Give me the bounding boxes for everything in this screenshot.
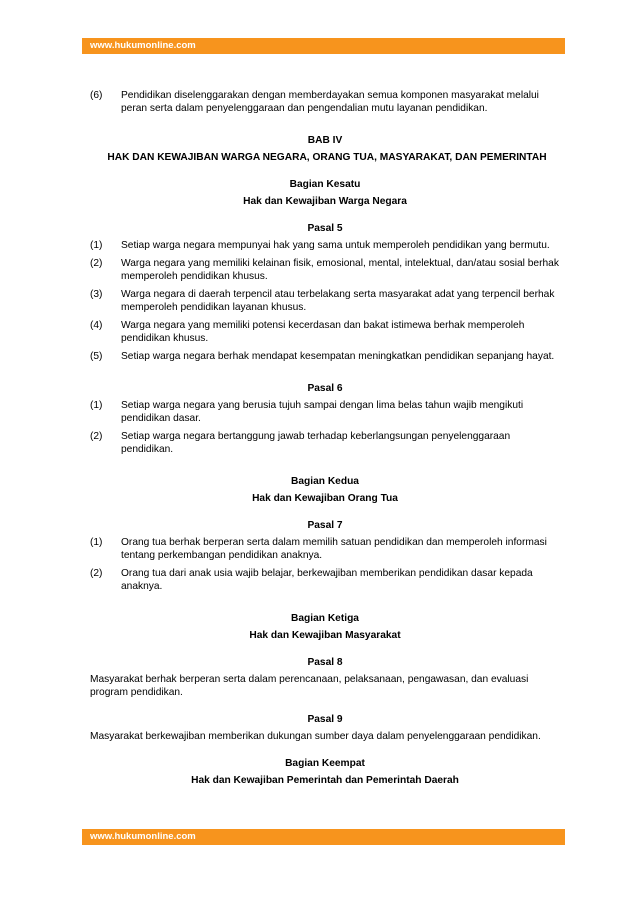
item-number: (2) (90, 568, 103, 579)
article-heading: Pasal 7 (307, 520, 343, 531)
chapter-label: BAB IV (307, 135, 343, 146)
list-item (90, 536, 560, 562)
footer-site-link[interactable]: www.hukumonline.com (90, 831, 196, 842)
article-heading: Pasal 8 (307, 657, 343, 668)
section-title: Hak dan Kewajiban Warga Negara (243, 196, 407, 207)
list-item (90, 567, 560, 593)
item-text: Setiap warga negara mempunyai hak yang sama untuk memperoleh pendidikan yang bermutu. (121, 240, 550, 251)
item-number: (1) (90, 537, 103, 548)
list-item (90, 399, 560, 425)
list-item (90, 89, 560, 115)
item-number: (2) (90, 431, 103, 442)
item-text: Warga negara yang memiliki kelainan fisik, emosional, mental, intelektual, dan/atau sosial berhak memperoleh pendidikan khusus. (121, 258, 559, 282)
item-text: Orang tua dari anak usia wajib belajar, berkewajiban memberikan pendidikan dasar kepada anaknya. (121, 568, 533, 592)
list-item (90, 430, 560, 456)
list-item (90, 288, 560, 314)
list-item (90, 350, 560, 363)
item-text: Warga negara yang memiliki potensi kecerdasan dan bakat istimewa berhak memperoleh pendidikan khusus. (121, 320, 525, 344)
item-text: Pendidikan diselenggarakan dengan memberdayakan semua komponen masyarakat melalui peran serta dalam penyelenggaraan dan pengendalian mutu layanan pendidikan. (121, 90, 539, 114)
item-number: (5) (90, 351, 103, 362)
item-text: Setiap warga negara berhak mendapat kesempatan meningkatkan pendidikan sepanjang hayat. (121, 351, 555, 362)
header-bar (82, 38, 565, 54)
list-item (90, 239, 560, 252)
list-item (90, 319, 560, 345)
article-heading: Pasal 9 (307, 714, 343, 725)
chapter-title: HAK DAN KEWAJIBAN WARGA NEGARA, ORANG TUA, MASYARAKAT, DAN PEMERINTAH (107, 152, 547, 163)
footer-bar (82, 829, 565, 845)
section-label: Bagian Ketiga (291, 613, 359, 624)
article-text: Masyarakat berkewajiban memberikan dukungan sumber daya dalam penyelenggaraan pendidikan. (90, 731, 541, 742)
item-text: Warga negara di daerah terpencil atau terbelakang serta masyarakat adat yang terpencil berhak memperoleh pendidikan layanan khusus. (121, 289, 555, 313)
item-number: (3) (90, 289, 103, 300)
item-text: Setiap warga negara bertanggung jawab terhadap keberlangsungan penyelenggaraan pendidikan. (121, 431, 511, 455)
section-title: Hak dan Kewajiban Orang Tua (252, 493, 398, 504)
item-text: Setiap warga negara yang berusia tujuh sampai dengan lima belas tahun wajib mengikuti pendidikan dasar. (121, 400, 524, 424)
item-number: (2) (90, 258, 103, 269)
section-label: Bagian Kedua (291, 476, 359, 487)
item-number: (1) (90, 240, 103, 251)
header-site-link[interactable]: www.hukumonline.com (90, 40, 196, 51)
list-item (90, 257, 560, 283)
article-heading: Pasal 6 (307, 383, 343, 394)
section-label: Bagian Kesatu (289, 179, 361, 190)
article-heading: Pasal 5 (307, 223, 343, 234)
section-title: Hak dan Kewajiban Masyarakat (249, 630, 401, 641)
document-body (90, 89, 560, 787)
item-text: Orang tua berhak berperan serta dalam memilih satuan pendidikan dan memperoleh informasi tentang perkembangan pendidikan anaknya. (121, 537, 547, 561)
section-label: Bagian Keempat (285, 758, 365, 769)
article-text: Masyarakat berhak berperan serta dalam perencanaan, pelaksanaan, pengawasan, dan evaluasi program pendidikan. (90, 674, 529, 698)
item-number: (6) (90, 90, 103, 101)
item-number: (4) (90, 320, 103, 331)
section-title: Hak dan Kewajiban Pemerintah dan Pemerintah Daerah (191, 775, 459, 786)
item-number: (1) (90, 400, 103, 411)
